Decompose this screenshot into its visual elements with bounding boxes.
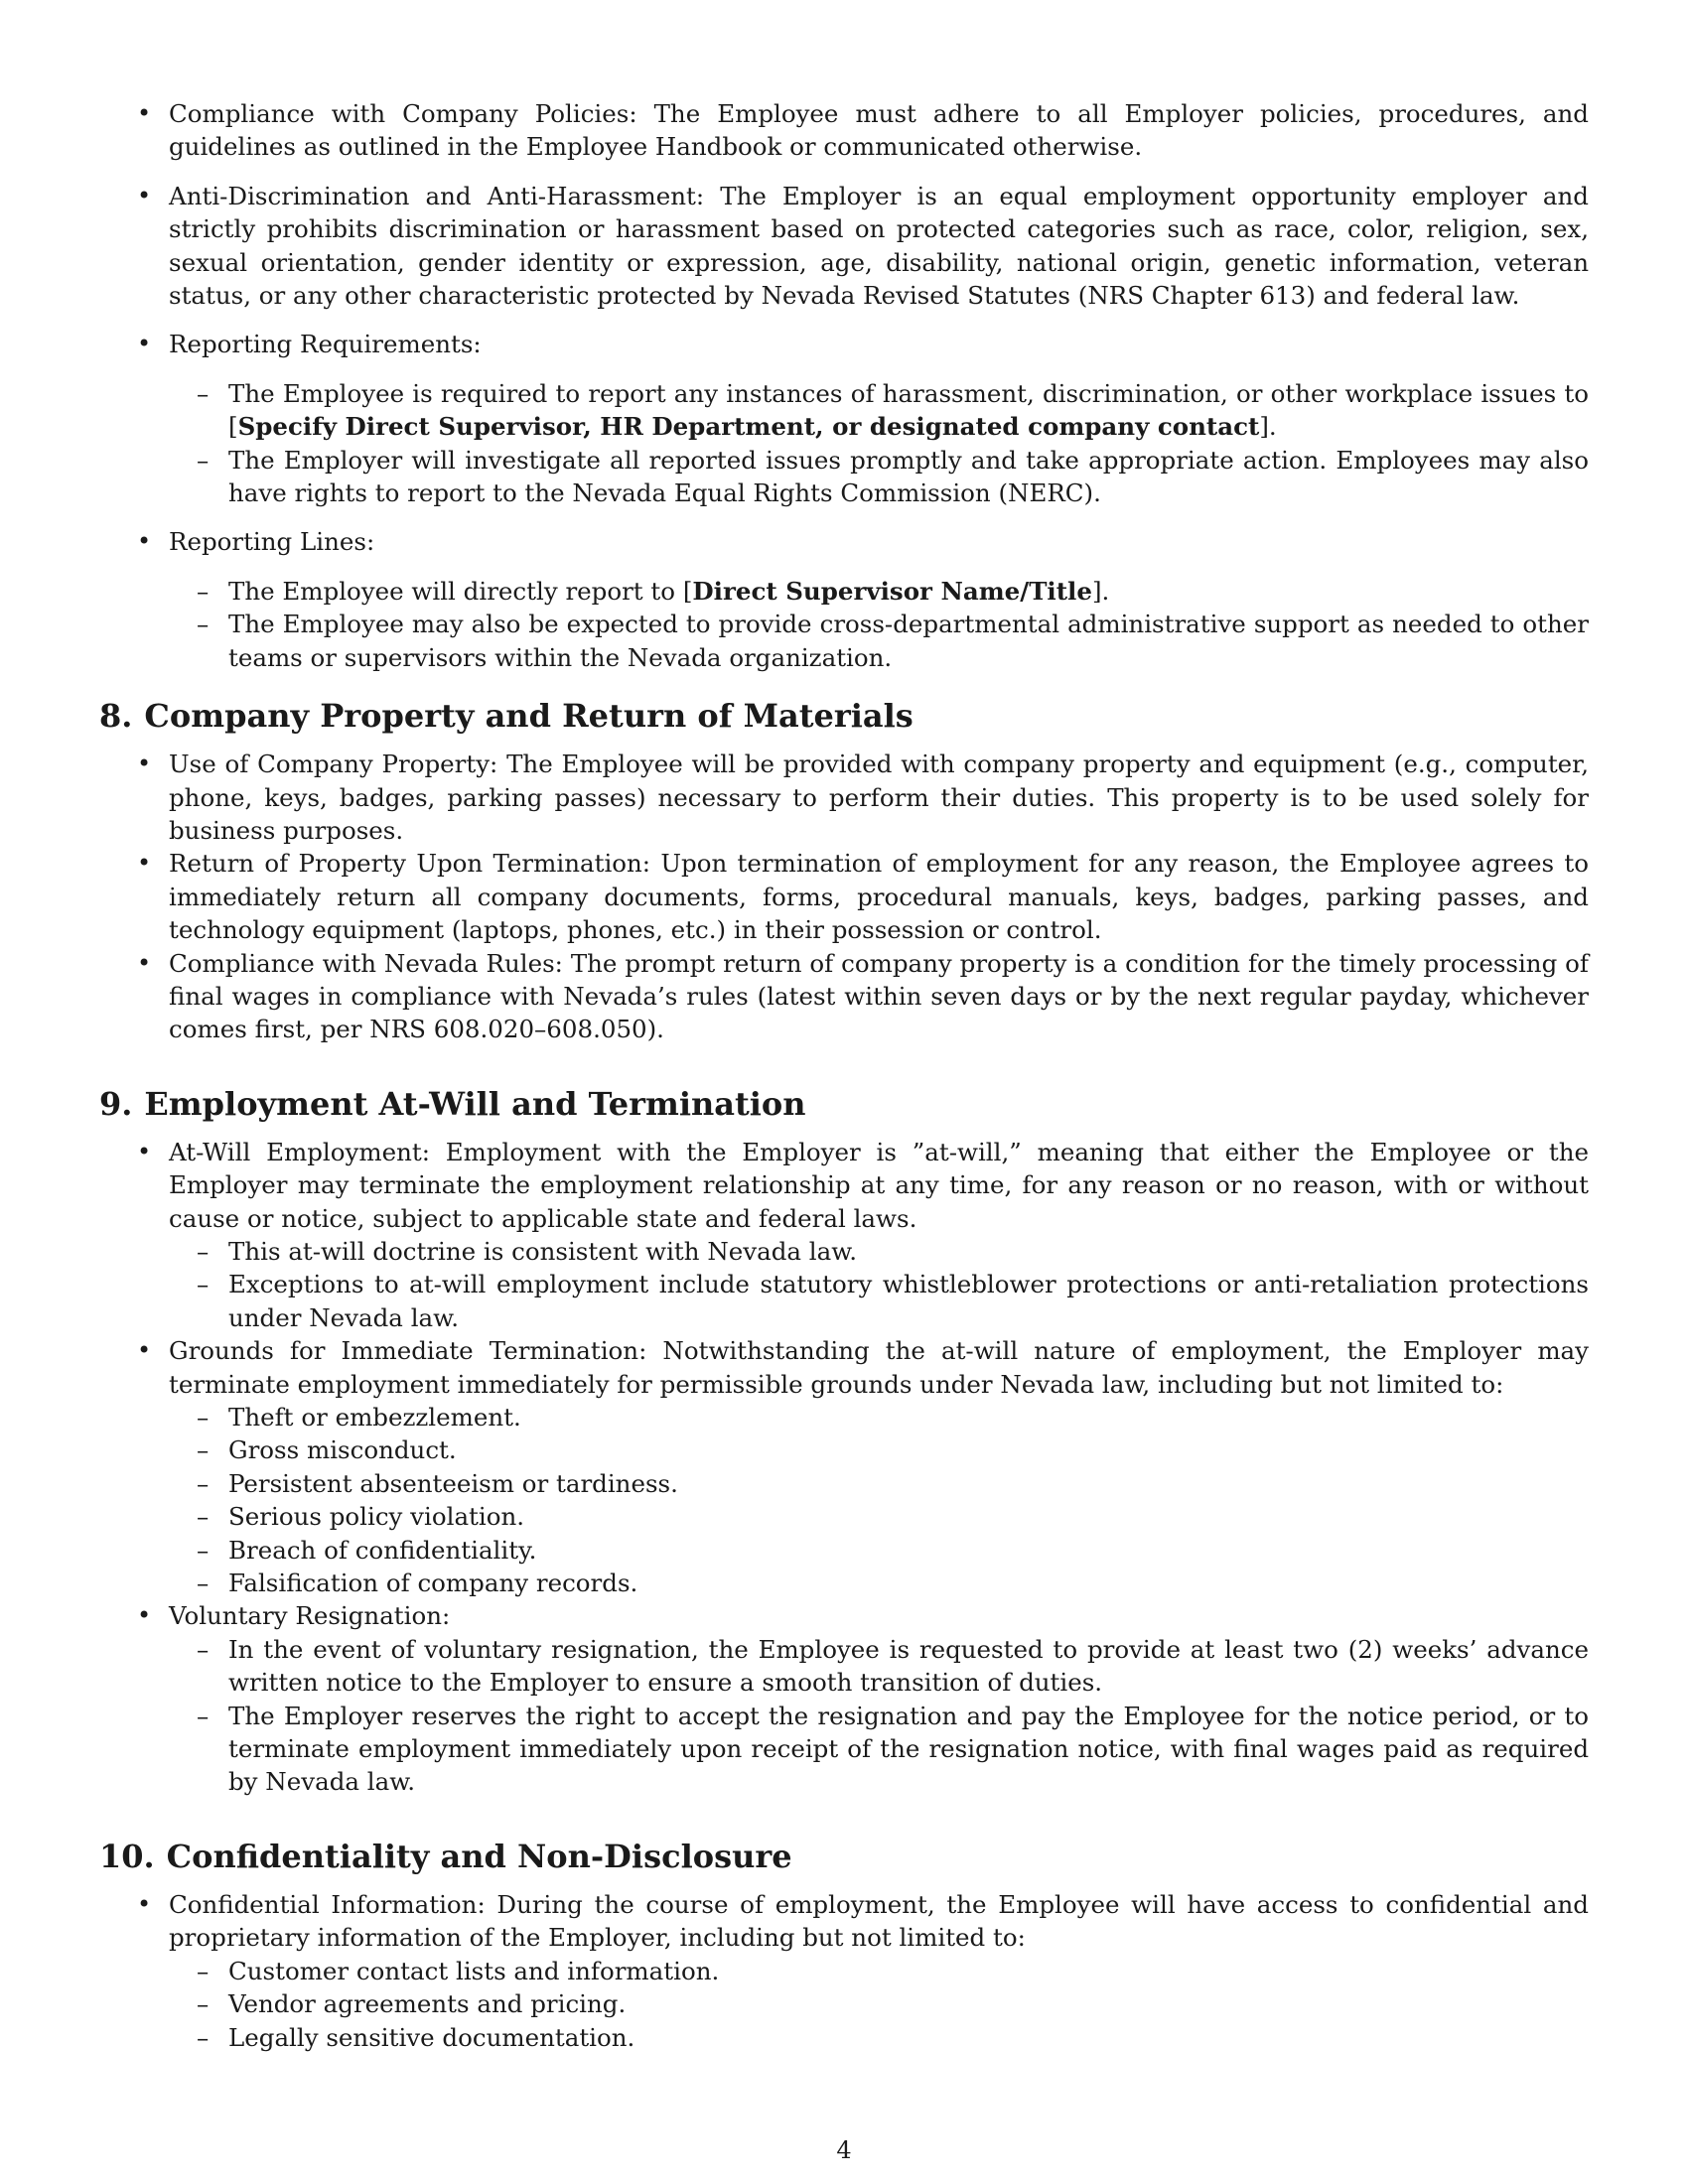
- section-number: 9.: [99, 1084, 133, 1123]
- list-item: [99, 748, 1589, 847]
- sub-item-text: Exceptions to at-will employment include statutory whistleblower protections or anti-retaliation protections under Nevada law.: [228, 1270, 1589, 1332]
- sub-item-text: Customer contact lists and information.: [228, 1956, 720, 1985]
- sub-list-item: [169, 1433, 1589, 1466]
- item-text: Grounds for Immediate Termination: Notwithstanding the at-will nature of employment, the Employer may terminate employment immediately for permissible grounds under Nevada law, including but not limited to:: [169, 1336, 1589, 1399]
- sub-item-text: Falsification of company records.: [228, 1569, 638, 1598]
- placeholder-supervisor: Direct Supervisor Name/Title: [692, 576, 1092, 606]
- sub-item-text: The Employer reserves the right to accept the resignation and pay the Employee for the notice period, or to terminate employment immediately upon receipt of the resignation notice, with final wages paid as required by Nevada law.: [228, 1701, 1589, 1797]
- sub-list-item: [169, 2021, 1589, 2054]
- item-text: Voluntary Resignation:: [169, 1601, 451, 1631]
- sub-list-item: [169, 1633, 1589, 1700]
- sub-list-item: [169, 575, 1589, 608]
- sub-list-item: [169, 1235, 1589, 1268]
- sub-item-text: Serious policy violation.: [228, 1502, 525, 1532]
- list-item: [99, 1888, 1589, 2054]
- list-item: [99, 180, 1589, 313]
- list-item: [99, 1599, 1589, 1798]
- bracket-open: [: [228, 412, 238, 442]
- sub-list-item: [169, 377, 1589, 444]
- sub-list-item: [169, 1268, 1589, 1334]
- item-text: Confidential Information: During the course of employment, the Employee will have access to confidential and proprietary information of the Employer, including but not limited to:: [169, 1889, 1589, 1953]
- page-number: 4: [836, 2136, 852, 2164]
- sub-item-text: The Employee is required to report any instances of harassment, discrimination, or other workplace issues to: [228, 378, 1589, 408]
- sub-item-text: Legally sensitive documentation.: [228, 2022, 635, 2052]
- section-title: Company Property and Return of Materials: [144, 697, 914, 736]
- grounds-sublist: [169, 1401, 1589, 1599]
- sub-list-item: [169, 1500, 1589, 1533]
- item-text: Return of Property Upon Termination: Upon termination of employment for any reason, the Employee agrees to immediately return all company documents, forms, procedural manuals, keys, badges, parking passes, and technology equipment (laptops, phones, etc.) in their possession or control.: [169, 849, 1589, 945]
- sub-item-text: Breach of confidentiality.: [228, 1535, 537, 1565]
- section-10-list: [99, 1888, 1589, 2054]
- sub-list-item: [169, 1534, 1589, 1567]
- sub-list-item: [169, 1401, 1589, 1433]
- reporting-requirements-label: Reporting Requirements:: [169, 330, 482, 359]
- sub-list-item: [169, 1987, 1589, 2020]
- section-10-heading: [99, 1837, 1589, 1876]
- at-will-sublist: [169, 1235, 1589, 1334]
- sub-list-item: [169, 1955, 1589, 1987]
- sub-list-item: [169, 608, 1589, 674]
- section-8-list: [99, 748, 1589, 1046]
- document-page: [99, 97, 1589, 2054]
- sub-item-text: Vendor agreements and pricing.: [228, 1989, 627, 2019]
- list-item: [99, 97, 1589, 164]
- sub-item-text: This at-will doctrine is consistent with Nevada law.: [228, 1236, 858, 1266]
- sub-item-text: The Employee will directly report to: [228, 576, 676, 606]
- section-number: 8.: [99, 697, 133, 736]
- item-text: Use of Company Property: The Employee will be provided with company property and equipment (e.g., computer, phone, keys, badges, parking passes) necessary to perform their duties. This property is to be used solely for business purposes.: [169, 750, 1589, 845]
- section-9-heading: [99, 1084, 1589, 1124]
- resignation-sublist: [169, 1633, 1589, 1799]
- anti-discrimination-text: Anti-Discrimination and Anti-Harassment: The Employer is an equal employment opportunity employer and strictly prohibits discrimination or harassment based on protected categories such as race, color, religion, sex, sexual orientation, gender identity or expression, age, disability, national origin, genetic information, veteran status, or any other characteristic protected by Nevada Revised Statutes (NRS Chapter 613) and federal law.: [169, 181, 1589, 311]
- sub-list-item: [169, 1700, 1589, 1799]
- sub-item-text: The Employee may also be expected to provide cross-departmental administrative support as needed to other teams or supervisors within the Nevada organization.: [228, 610, 1589, 672]
- section-9-list: [99, 1136, 1589, 1799]
- item-text: At-Will Employment: Employment with the Employer is ”at-will,” meaning that either the Employee or the Employer may terminate the employment relationship at any time, for any reason or no reason, with or without cause or notice, subject to applicable state and federal laws.: [169, 1137, 1589, 1233]
- placeholder-contact: Specify Direct Supervisor, HR Department, or designated company contact: [237, 412, 1260, 442]
- confidential-sublist: [169, 1955, 1589, 2054]
- bracket-close: ].: [1091, 576, 1110, 606]
- sub-list-item: [169, 444, 1589, 510]
- sub-item-text: Gross misconduct.: [228, 1435, 457, 1465]
- sub-list-item: [169, 1467, 1589, 1500]
- bracket-open: [: [682, 576, 693, 606]
- reporting-lines-label: Reporting Lines:: [169, 527, 375, 557]
- bracket-close: ].: [1259, 412, 1277, 442]
- sub-item-text: The Employer will investigate all reported issues promptly and take appropriate action. Employees may also have rights to report to the Nevada Equal Rights Commission (NERC).: [228, 445, 1589, 508]
- policy-list: [99, 97, 1589, 674]
- reporting-lines-sublist: [169, 575, 1589, 674]
- sub-item-text: Persistent absenteeism or tardiness.: [228, 1468, 678, 1498]
- section-8-heading: [99, 696, 1589, 736]
- sub-item-text: In the event of voluntary resignation, the Employee is requested to provide at least two (2) weeks’ advance written notice to the Employer to ensure a smooth transition of duties.: [228, 1634, 1589, 1698]
- list-item: [99, 947, 1589, 1046]
- reporting-requirements-sublist: [169, 377, 1589, 510]
- item-text: Compliance with Nevada Rules: The prompt return of company property is a condition for the timely processing of final wages in compliance with Nevada’s rules (latest within seven days or by the next regular payday, whichever comes first, per NRS 608.020–608.050).: [169, 948, 1589, 1044]
- section-title: Employment At-Will and Termination: [144, 1084, 806, 1123]
- list-item: [99, 847, 1589, 946]
- list-item: [99, 328, 1589, 509]
- sub-list-item: [169, 1567, 1589, 1599]
- compliance-policies-text: Compliance with Company Policies: The Employee must adhere to all Employer policies, procedures, and guidelines as outlined in the Employee Handbook or communicated otherwise.: [169, 99, 1589, 162]
- sub-item-text: Theft or embezzlement.: [228, 1403, 521, 1432]
- list-item: [99, 1334, 1589, 1599]
- section-title: Confidentiality and Non-Disclosure: [166, 1837, 792, 1875]
- list-item: [99, 1136, 1589, 1334]
- list-item: [99, 525, 1589, 674]
- section-number: 10.: [99, 1837, 155, 1875]
